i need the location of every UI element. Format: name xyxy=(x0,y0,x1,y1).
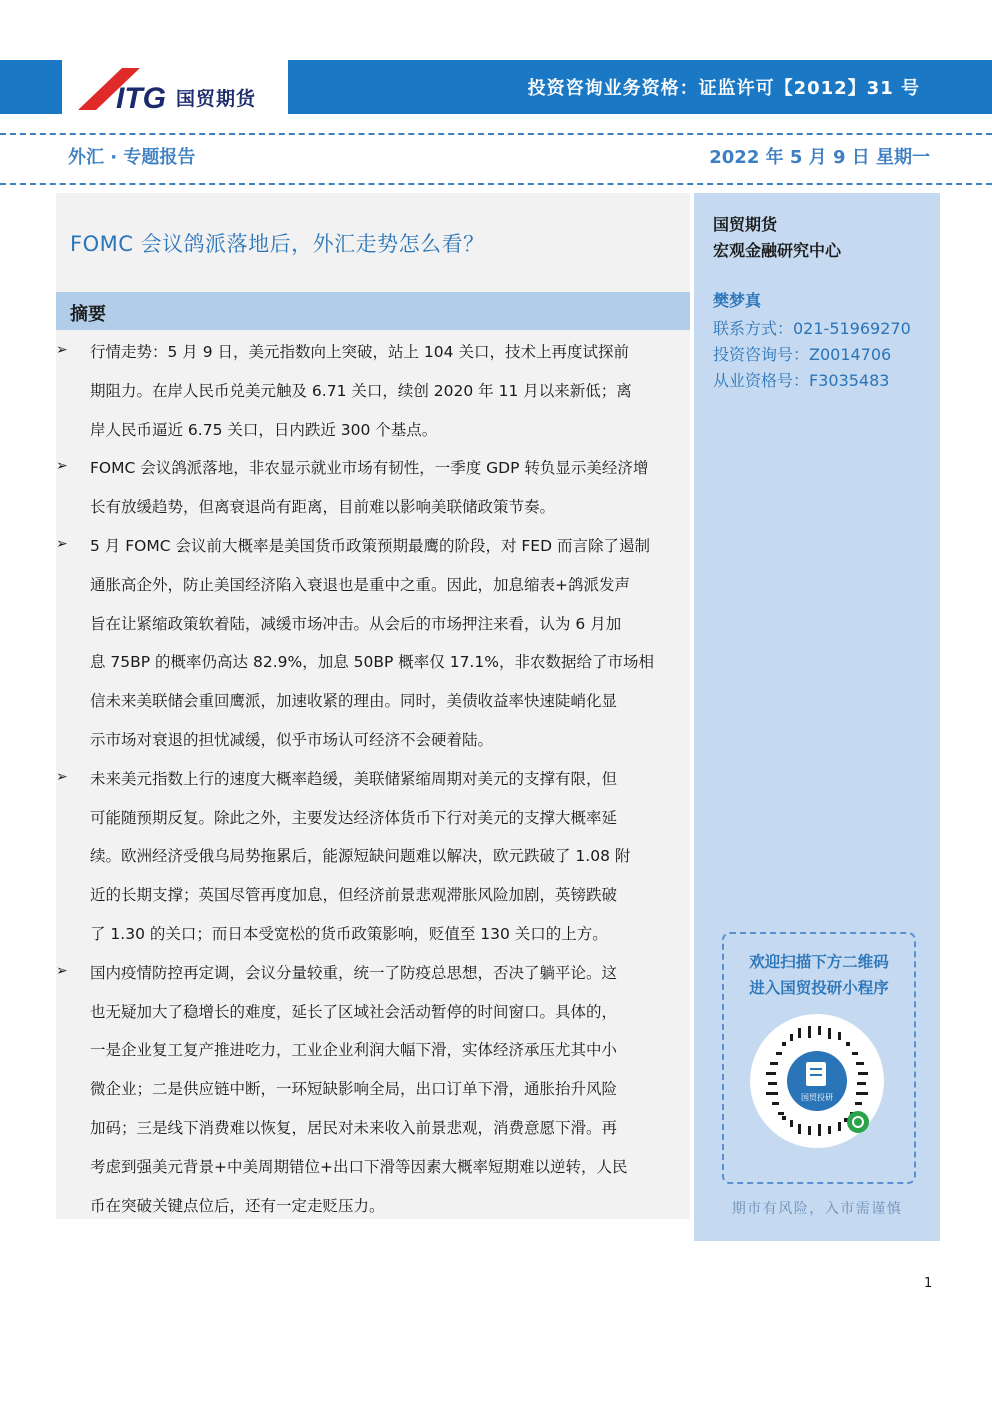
bullet-marker: ➢ xyxy=(56,768,68,785)
bullet-text-line: 续。欧洲经济受俄乌局势拖累后，能源短缺问题难以解决，欧元跌破了 1.08 附 xyxy=(90,847,631,866)
bullet-text-line: 币在突破关键点位后，还有一定走贬压力。 xyxy=(90,1196,385,1215)
analyst-name: 樊梦真 xyxy=(713,291,762,310)
qr-caption-line2: 进入国贸投研小程序 xyxy=(749,979,889,997)
divider-top xyxy=(0,133,992,135)
bullet-text-line: FOMC 会议鸽派落地，非农显示就业市场有韧性，一季度 GDP 转负显示美经济增 xyxy=(90,459,649,478)
logo-text: 国贸期货 xyxy=(176,88,257,110)
bullet-marker: ➢ xyxy=(56,962,68,979)
bullet-text-line: 5 月 FOMC 会议前大概率是美国货币政策预期最鹰的阶段，对 FED 而言除了遏制 xyxy=(90,537,650,555)
sidebar-company: 国贸期货 xyxy=(713,215,778,234)
bullet-marker: ➢ xyxy=(56,536,68,552)
sidebar-research-center: 宏观金融研究中心 xyxy=(713,241,842,260)
report-date: 2022 年 5 月 9 日 星期一 xyxy=(709,147,930,168)
bullet-text-line: 也无疑加大了稳增长的难度，延长了区域社会活动暂停的时间窗口。具体的， xyxy=(90,1002,618,1021)
bullet-text-line: 加码；三是线下消费难以恢复，居民对未来收入前景悲观，消费意愿下滑。再 xyxy=(90,1119,618,1137)
bullet-text-line: 一是企业复工复产推进吃力，工业企业利润大幅下滑，实体经济承压尤其中小 xyxy=(90,1041,618,1060)
bullet-text-line: 岸人民币逼近 6.75 关口，日内跌近 300 个基点。 xyxy=(90,420,438,439)
bullet-marker: ➢ xyxy=(56,458,68,475)
bullet-text-line: 信未来美联储会重回鹰派，加速收紧的理由。同时，美债收益率快速陡峭化显 xyxy=(90,692,618,711)
header-band-left xyxy=(0,60,62,114)
bullet-text-line: 息 75BP 的概率仍高达 82.9%，加息 50BP 概率仅 17.1%，非农数据给了市场相 xyxy=(90,653,654,672)
abstract-header-bar xyxy=(56,292,690,330)
mini-program-qr-code[interactable] xyxy=(748,1012,886,1150)
bullet-text-line: 微企业；二是供应链中断，一环短缺影响全局，出口订单下滑，通胀抬升风险 xyxy=(90,1080,618,1099)
bullet-text-line: 未来美元指数上行的速度大概率趋缓，美联储紧缩周期对美元的支撑有限，但 xyxy=(90,769,618,788)
bullet-text-line: 了 1.30 的关口；而日本受宽松的货币政策影响，贬值至 130 关口的上方。 xyxy=(90,925,608,943)
section-label: 外汇 · 专题报告 xyxy=(68,147,196,168)
bullet-text-line: 期阻力。在岸人民币兑美元触及 6.71 关口，续创 2020 年 11 月以来新低；离 xyxy=(90,381,632,400)
qr-center-label: 国贸投研 xyxy=(801,1093,833,1102)
analyst-consult-number: 投资咨询号：Z0014706 xyxy=(713,345,892,364)
bullet-text-line: 示市场对衰退的担忧减缓，似乎市场认可经济不会硬着陆。 xyxy=(90,731,494,749)
report-title: FOMC 会议鸽派落地后，外汇走势怎么看？ xyxy=(70,232,485,256)
bullet-text-line: 近的长期支撑；英国尽管再度加息，但经济前景悲观滞胀风险加剧，英镑跌破 xyxy=(90,886,618,905)
page-number: 1 xyxy=(924,1276,933,1291)
bullet-text-line: 考虑到强美元背景+中美周期错位+出口下滑等因素大概率短期难以逆转，人民 xyxy=(90,1157,628,1176)
bullet-text-line: 可能随预期反复。除此之外，主要发达经济体货币下行对美元的支撑大概率延 xyxy=(90,808,618,827)
bullet-text-line: 国内疫情防控再定调，会议分量较重，统一了防疫总思想，否决了躺平论。这 xyxy=(90,963,618,982)
bullet-text-line: 行情走势：5 月 9 日，美元指数向上突破，站上 104 关口，技术上再度试探前 xyxy=(90,343,629,361)
risk-warning: 期市有风险，入市需谨慎 xyxy=(731,1201,903,1217)
analyst-license-number: 从业资格号：F3035483 xyxy=(713,371,890,390)
svg-text:ITG: ITG xyxy=(116,82,166,112)
abstract-label: 摘要 xyxy=(70,304,106,325)
qr-caption-line1: 欢迎扫描下方二维码 xyxy=(749,953,889,971)
divider-bottom xyxy=(0,183,992,185)
bullet-text-line: 通胀高企外，防止美国经济陷入衰退也是重中之重。因此，加息缩表+鸽派发声 xyxy=(90,575,630,594)
analyst-contact: 联系方式：021-51969270 xyxy=(713,319,911,338)
qualification-text: 投资咨询业务资格：证监许可【2012】31 号 xyxy=(527,78,920,99)
bullet-marker: ➢ xyxy=(56,342,68,358)
bullet-text-line: 旨在让紧缩政策软着陆，减缓市场冲击。从会后的市场押注来看，认为 6 月加 xyxy=(90,614,622,633)
bullet-text-line: 长有放缓趋势，但离衰退尚有距离，目前难以影响美联储政策节奏。 xyxy=(90,498,556,517)
